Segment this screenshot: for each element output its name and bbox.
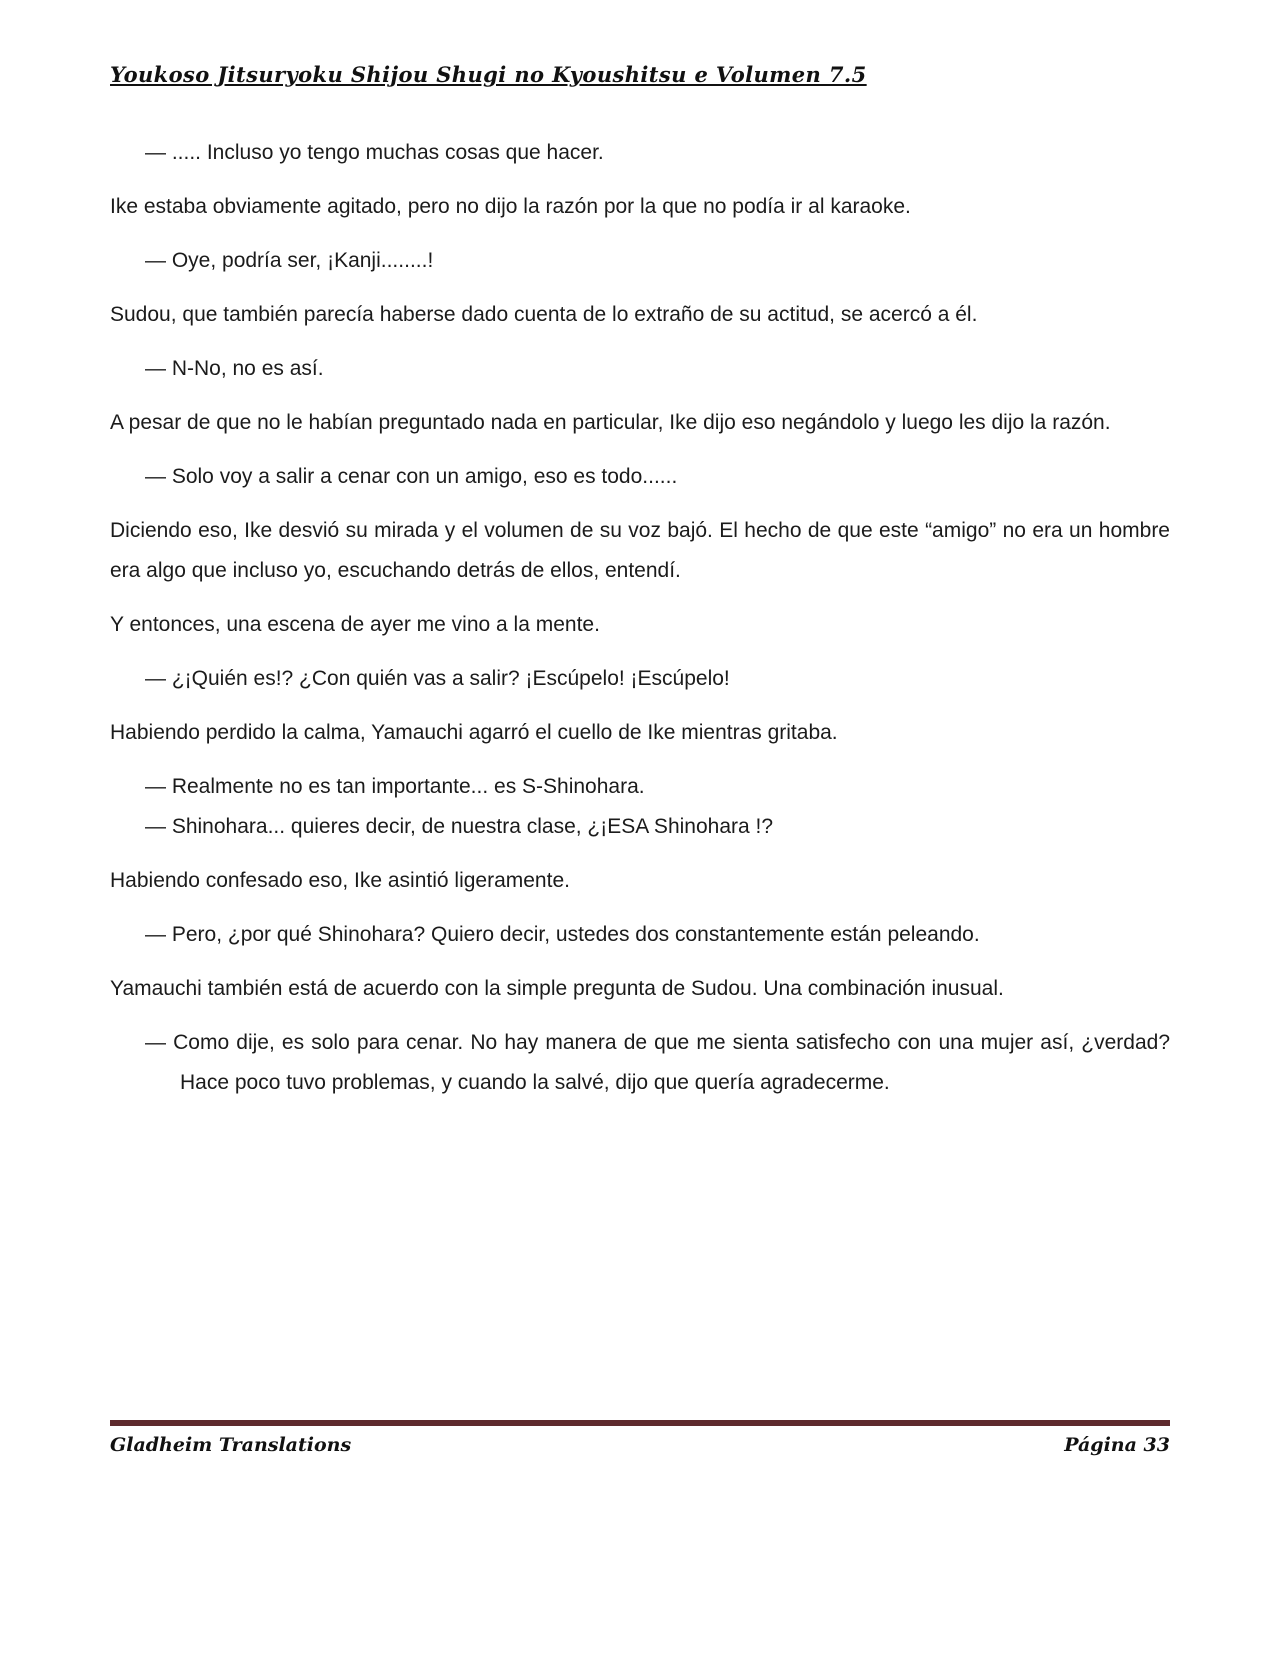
paragraph: Yamauchi también está de acuerdo con la simple pregunta de Sudou. Una combinación inusual.	[110, 977, 1004, 1000]
page-content	[110, 133, 1170, 1103]
dialogue-line: — ..... Incluso yo tengo muchas cosas que hacer.	[145, 141, 604, 164]
header-title: Youkoso Jitsuryoku Shijou Shugi no Kyoushitsu e Volumen 7.5	[110, 62, 867, 87]
paragraph: Diciendo eso, Ike desvió su mirada y el volumen de su voz bajó. El hecho de que este “amigo” no era un hombre era algo que incluso yo, escuchando detrás de ellos, entendí.	[110, 519, 1170, 582]
paragraph: A pesar de que no le habían preguntado nada en particular, Ike dijo eso negándolo y luego les dijo la razón.	[110, 411, 1111, 434]
dialogue-line: — Solo voy a salir a cenar con un amigo, eso es todo......	[145, 465, 678, 488]
dialogue-line: — ¿¡Quién es!? ¿Con quién vas a salir? ¡Escúpelo! ¡Escúpelo!	[145, 667, 730, 690]
dialogue-line: — N-No, no es así.	[145, 357, 324, 380]
footer-page-number: Página 33	[1064, 1434, 1170, 1456]
page-header	[110, 62, 1170, 87]
dialogue-line: — Como dije, es solo para cenar. No hay manera de que me sienta satisfecho con una mujer así, ¿verdad? Hace poco tuvo problemas, y cuando la salvé, dijo que quería agradecerme.	[145, 1031, 1170, 1094]
paragraph: Habiendo confesado eso, Ike asintió ligeramente.	[110, 869, 570, 892]
page-footer	[110, 1420, 1170, 1456]
footer-rule	[110, 1420, 1170, 1426]
paragraph: Habiendo perdido la calma, Yamauchi agarró el cuello de Ike mientras gritaba.	[110, 721, 838, 744]
paragraph: Sudou, que también parecía haberse dado cuenta de lo extraño de su actitud, se acercó a él.	[110, 303, 978, 326]
dialogue-line: — Pero, ¿por qué Shinohara? Quiero decir, ustedes dos constantemente están peleando.	[145, 923, 980, 946]
paragraph: Y entonces, una escena de ayer me vino a la mente.	[110, 613, 600, 636]
footer-row	[110, 1434, 1170, 1456]
footer-translator-credit: Gladheim Translations	[110, 1434, 352, 1456]
dialogue-line: — Shinohara... quieres decir, de nuestra clase, ¿¡ESA Shinohara !?	[145, 815, 774, 838]
dialogue-line: — Realmente no es tan importante... es S-Shinohara.	[145, 775, 645, 798]
paragraph: Ike estaba obviamente agitado, pero no dijo la razón por la que no podía ir al karaoke.	[110, 195, 911, 218]
dialogue-line: — Oye, podría ser, ¡Kanji........!	[145, 249, 434, 272]
